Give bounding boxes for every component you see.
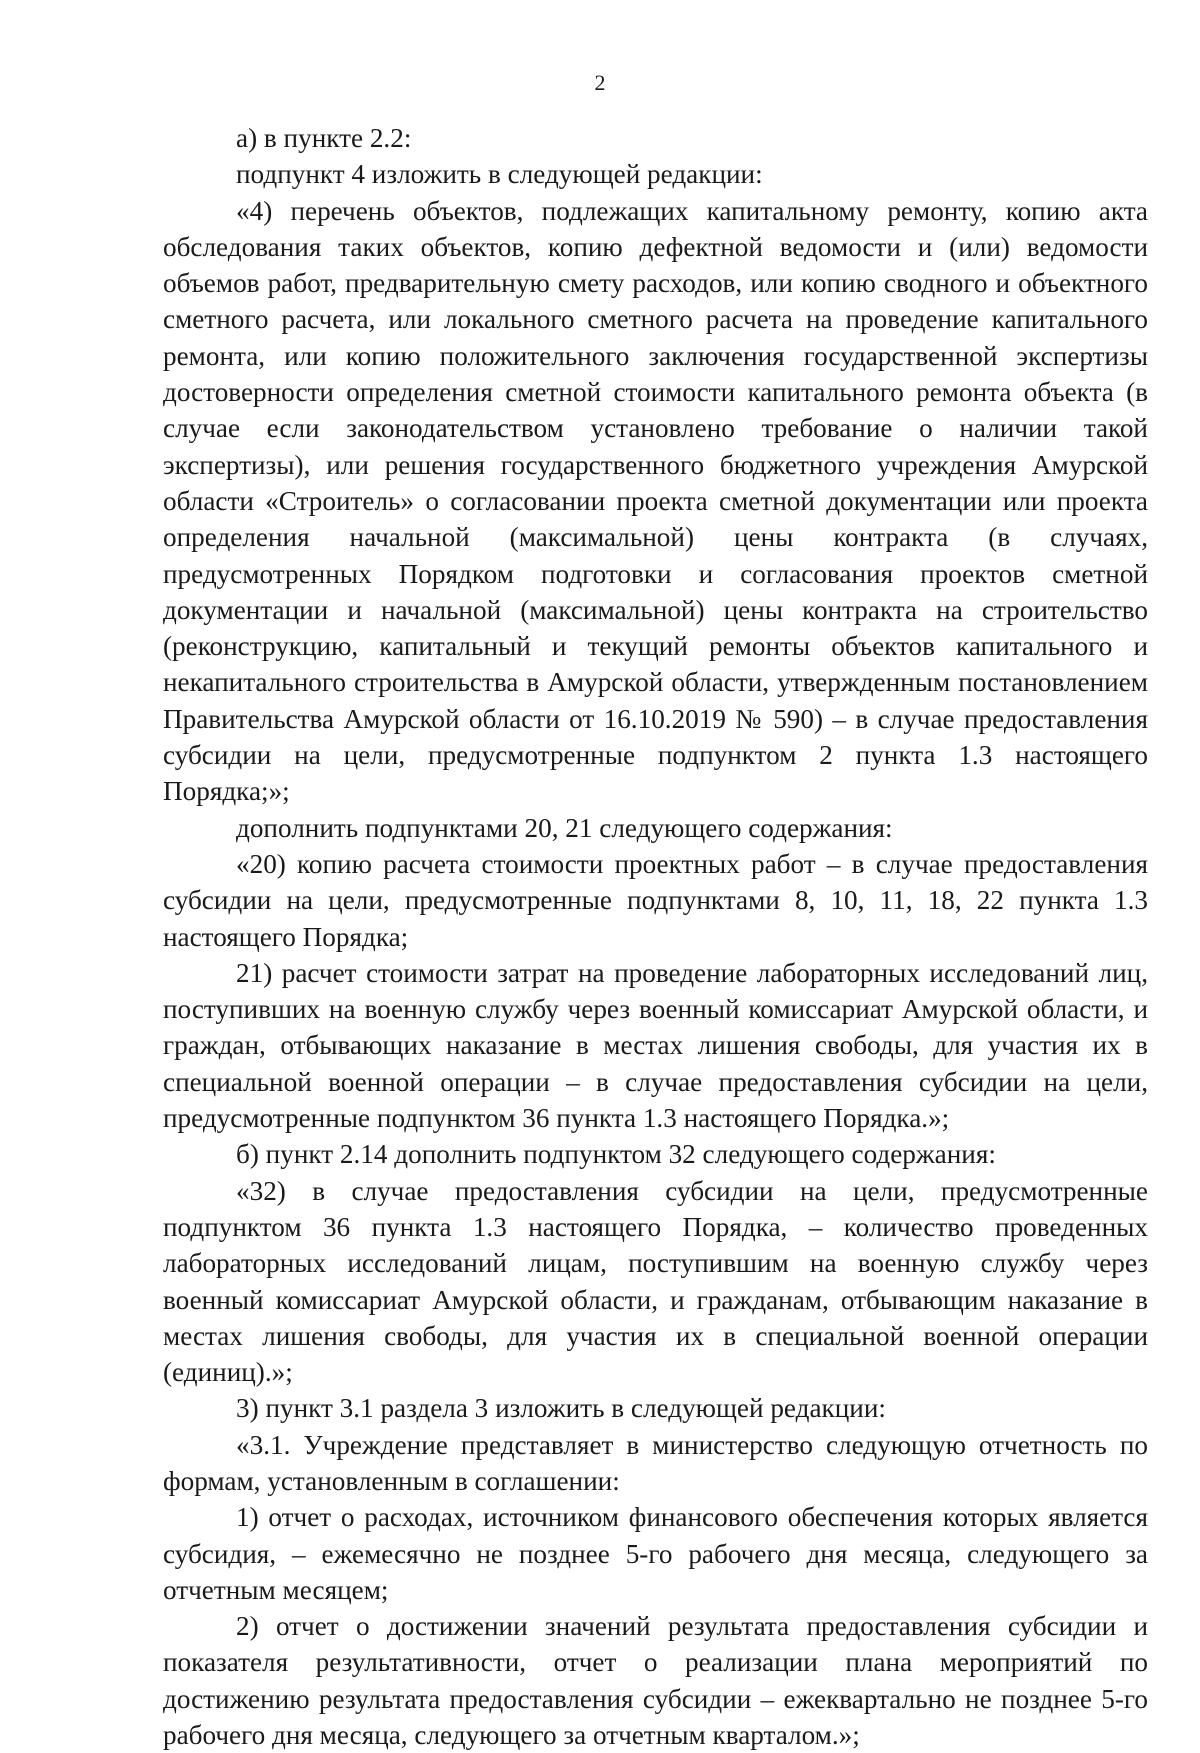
paragraph-subitem-20: «20) копию расчета стоимости проектных работ – в случае предоставления субсидии на цели, предусмотренные подпунктами 8, 10, 11, 18, 22 пункта 1.3 настоящего Порядка; [163, 848, 1148, 952]
paragraph-subitem-4-text: «4) перечень объектов, подлежащих капитальному ремонту, копию акта обследования таких объектов, копию дефектной ведомости и (или) ведомости объемов работ, предварительную смету расходов, или копию сводного и объектного сметного расчета, или локального сметного расчета на проведение капитального ремонта, или копию положительного заключения государственной экспертизы достоверности определения сметной стоимости капитального ремонта объекта (в случае если законодательством установлено требование о наличии такой экспертизы), или решения государственного бюджетного учреждения Амурской области «Строитель» о согласовании проекта сметной документации или проекта определения начальной (максимальной) цены контракта (в случаях, предусмотренных Порядком подготовки и согласования проектов сметной документации и начальной (максимальной) цены контракта на строительство (реконструкцию, капитальный и текущий ремонты объектов капитального и некапитального строительства в Амурской области, утвержденным постановлением Правительства Амурской области от 16.10.2019 № 590) – в случае предоставления субсидии на цели, предусмотренные подпунктом 2 пункта 1.3 настоящего Порядка;»; [163, 195, 1148, 807]
paragraph-report-2: 2) отчет о достижении значений результата предоставления субсидии и показателя результативности, отчет о реализации плана мероприятий по достижению результата предоставления субсидии – ежеквартально не позднее 5-го рабочего дня месяца, следующего за отчетным кварталом.»; [163, 1611, 1148, 1751]
paragraph-item-a: а) в пункте 2.2: [236, 123, 412, 153]
paragraph-add-subitems-intro: дополнить подпунктами 20, 21 следующего содержания: [236, 812, 893, 843]
paragraph-report-1: 1) отчет о расходах, источником финансового обеспечения которых является субсидия, – ежемесячно не позднее 5-го рабочего дня месяца, следующего за отчетным месяцем; [163, 1502, 1148, 1605]
page-number: 2 [594, 70, 606, 95]
paragraph-subitem-21: 21) расчет стоимости затрат на проведение лабораторных исследований лиц, поступивших на военную службу через военный комиссариат Амурской области, и граждан, отбывающих наказание в местах лишения свободы, для участия их в специальной военной операции – в случае предоставления субсидии на цели, предусмотренные подпунктом 36 пункта 1.3 настоящего Порядка.»; [163, 957, 1148, 1134]
paragraph-subitem-4-intro: подпункт 4 изложить в следующей редакции: [236, 159, 763, 190]
paragraph-item-3: 3) пункт 3.1 раздела 3 изложить в следующей редакции: [236, 1393, 886, 1424]
paragraph-clause-3-1: «3.1. Учреждение представляет в министерство следующую отчетность по формам, установленным в соглашении: [163, 1429, 1148, 1496]
document-body [163, 120, 1148, 1753]
paragraph-subitem-32: «32) в случае предоставления субсидии на цели, предусмотренные подпунктом 36 пункта 1.3 настоящего Порядка, – количество проведенных лабораторных исследований лицам, поступившим на военную службу через военный комиссариат Амурской области, и гражданам, отбывающим наказание в местах лишения свободы, для участия их в специальной военной операции (единиц).»; [163, 1175, 1148, 1388]
paragraph-item-b: б) пункт 2.14 дополнить подпунктом 32 следующего содержания: [236, 1139, 996, 1170]
